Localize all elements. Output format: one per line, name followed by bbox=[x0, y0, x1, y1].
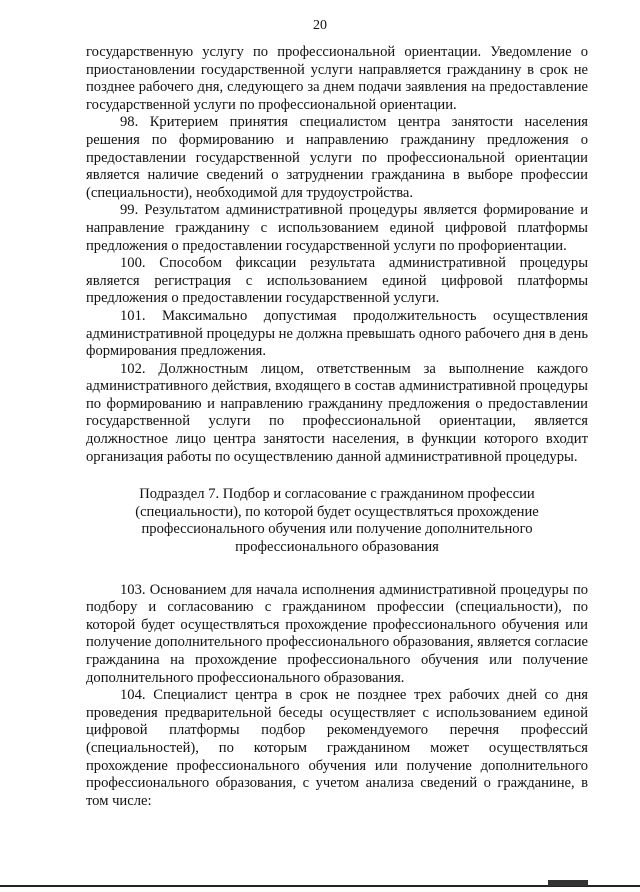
paragraph-100: 100. Способом фиксации результата административной процедуры является регистрация с использованием единой цифровой платформы предложения о предоставлении государственной услуги. bbox=[86, 255, 588, 307]
subsection-title-line: Подраздел 7. Подбор и согласование с гражданином профессии bbox=[139, 486, 535, 503]
subsection-title bbox=[86, 486, 588, 556]
subsection-title-line: профессионального образования bbox=[235, 539, 439, 556]
paragraph-103: 103. Основанием для начала исполнения административной процедуры по подбору и согласованию с гражданином профессии (специальности), по которой будет осуществляться прохождение профессионального обучения или получение дополнительного профессионального образования, является согласие гражданина на прохождение профессионального обучения или получение дополнительного профессионального образования. bbox=[86, 581, 588, 686]
paragraph-98: 98. Критерием принятия специалистом центра занятости населения решения по формированию и направлению гражданину предложения о предоставлении государственной услуги по профессиональной ориентации является наличие сведений о затруднении гражданина в выборе профессии (специальности), необходимой для трудоустройства. bbox=[86, 114, 588, 201]
document-body bbox=[86, 44, 588, 810]
scan-artifact-mark bbox=[548, 880, 588, 886]
paragraph-continuation: государственную услугу по профессиональной ориентации. Уведомление о приостановлении государственной услуги направляется гражданину в срок не позднее рабочего дня, следующего за днем подачи заявления на предоставление государственной услуги по профессиональной ориентации. bbox=[86, 44, 588, 113]
paragraph-99: 99. Результатом административной процедуры является формирование и направление гражданину с использованием единой цифровой платформы предложения о предоставлении государственной услуги по профориентации. bbox=[86, 202, 588, 254]
subsection-title-line: профессионального обучения или получение дополнительного bbox=[141, 521, 533, 538]
paragraph-102: 102. Должностным лицом, ответственным за выполнение каждого административного действия, входящего в состав административной процедуры по формированию и направлению гражданину предложения о предоставлении государственной услуги по профессиональной ориентации, является должностное лицо центра занятости населения, в функции которого входит организация работы по осуществлению данной административной процедуры. bbox=[86, 360, 588, 465]
subsection-title-line: (специальности), по которой будет осуществляться прохождение bbox=[135, 503, 539, 520]
paragraph-101: 101. Максимально допустимая продолжительность осуществления административной процедуры не должна превышать одного рабочего дня в день формирования предложения. bbox=[86, 307, 588, 360]
paragraph-104: 104. Специалист центра в срок не позднее трех рабочих дней со дня проведения предварительной беседы осуществляет с использованием единой цифровой платформы подбор рекомендуемого перечня профессий (специальностей), по которым гражданином может осуществляться прохождение профессионального обучения или получение дополнительного профессионального образования, с учетом анализа сведений о гражданине, в том числе: bbox=[86, 687, 588, 809]
page-number: 20 bbox=[313, 18, 327, 33]
scan-bottom-edge bbox=[0, 885, 640, 887]
